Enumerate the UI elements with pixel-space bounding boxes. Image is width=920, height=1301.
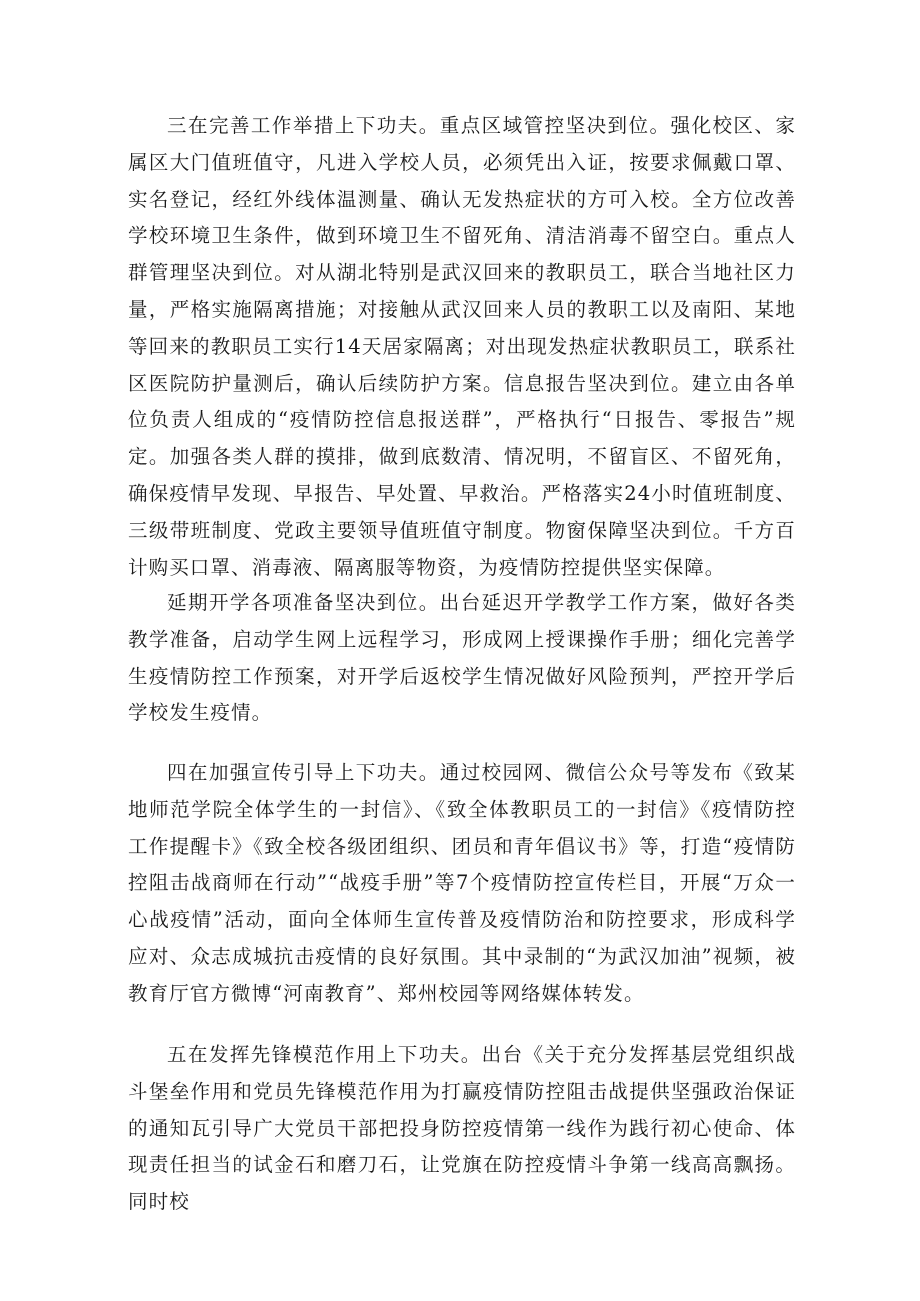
paragraph-school-delay: 延期开学各项准备坚决到位。出台延迟开学教学工作方案，做好各类教学准备，启动学生网上远程学习，形成网上授课操作手册；细化完善学生疫情防控工作预案，对开学后返校学生情况做好风险预判，严控开学后学校发生疫情。 (128, 591, 796, 725)
paragraph-section-five: 五在发挥先锋模范作用上下功夫。出台《关于充分发挥基层党组织战斗堡垒作用和党员先锋模范作用为打赢疫情防控阻击战提供坚强政治保证的通知瓦引导广大党员干部把投身防控疫情第一线作为践行初心使命、体现责任担当的试金石和磨刀石，让党旗在防控疫情斗争第一线高高飘扬。同时校 (128, 1043, 796, 1214)
paragraph-section-three: 三在完善工作举措上下功夫。重点区域管控坚决到位。强化校区、家属区大门值班值守，凡进入学校人员，必须凭出入证，按要求佩戴口罩、实名登记，经红外线体温测量、确认无发热症状的方可入校。全方位改善学校环境卫生条件，做到环境卫生不留死角、清洁消毒不留空白。重点人群管理坚决到位。对从湖北特别是武汉回来的教职员工，联合当地社区力量，严格实施隔离措施；对接触从武汉回来人员的教职工以及南阳、某地等回来的教职员工实行14天居家隔离；对出现发热症状教职员工，联系社区医院防护量测后，确认后续防护方案。信息报告坚决到位。建立由各单位负责人组成的“疫情防控信息报送群”，严格执行“日报告、零报告”规定。加强各类人群的摸排，做到底数清、情况明，不留盲区、不留死角，确保疫情早发现、早报告、早处置、早救治。严格落实24小时值班制度、三级带班制度、党政主要领导值班值守制度。物窗保障坚决到位。千方百计购买口罩、消毒液、隔离服等物资，为疫情防控提供坚实保障。 (128, 114, 796, 579)
paragraph-section-four: 四在加强宣传引导上下功夫。通过校园网、微信公众号等发布《致某地师范学院全体学生的一封信》、《致全体教职员工的一封信》《疫情防控工作提醒卡》《致全校各级团组织、团员和青年倡议书》等，打造“疫情防控阻击战商师在行动”“战疫手册”等7个疫情防控宣传栏目，开展“万众一心战疫情”活动，面向全体师生宣传普及疫情防治和防控要求，形成科学应对、众志成城抗击疫情的良好氛围。其中录制的“为武汉加油”视频，被教育厅官方微博“河南教育”、郑州校园等网络媒体转发。 (128, 761, 796, 1005)
